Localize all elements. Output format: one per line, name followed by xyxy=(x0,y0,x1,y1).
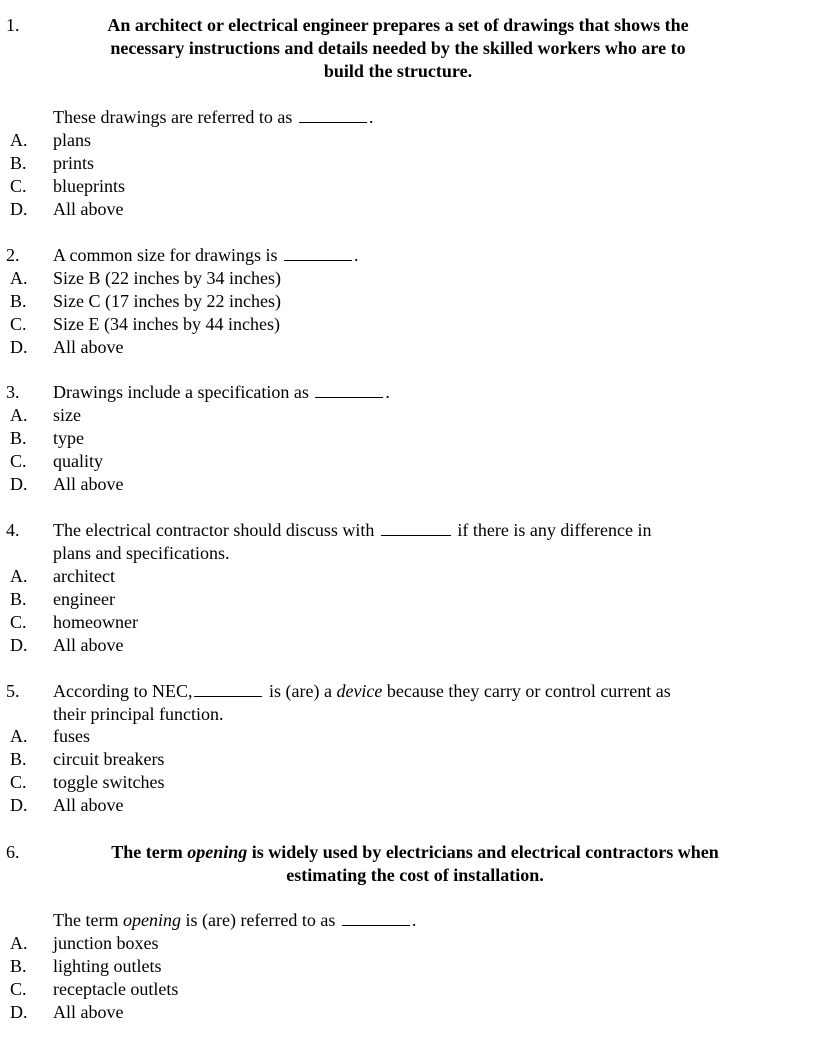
question-stem-continued: their principal function. xyxy=(53,704,224,724)
option-letter: C. xyxy=(10,979,27,999)
question-stem: Drawings include a specification as . xyxy=(53,382,390,402)
option-letter: B. xyxy=(10,749,27,769)
option-letter: A. xyxy=(10,933,28,953)
option-letter: D. xyxy=(10,635,28,655)
answer-blank xyxy=(299,107,367,123)
question-stem: These drawings are referred to as . xyxy=(53,107,374,127)
question-number: 6. xyxy=(6,842,20,862)
option-letter: D. xyxy=(10,1002,28,1022)
option-text: All above xyxy=(53,199,124,219)
option-text: Size C (17 inches by 22 inches) xyxy=(53,291,281,311)
question-heading-line: estimating the cost of installation. xyxy=(286,865,544,885)
option-letter: D. xyxy=(10,795,28,815)
answer-blank xyxy=(315,382,383,398)
option-text: All above xyxy=(53,635,124,655)
question-number: 4. xyxy=(6,520,20,540)
option-letter: C. xyxy=(10,451,27,471)
question-stem-continued: plans and specifications. xyxy=(53,543,230,563)
question-heading-line: necessary instructions and details needed by the skilled workers who are to xyxy=(110,38,686,58)
question-stem: The term opening is (are) referred to as . xyxy=(53,910,417,930)
option-letter: D. xyxy=(10,337,28,357)
option-letter: B. xyxy=(10,428,27,448)
option-letter: B. xyxy=(10,153,27,173)
question-number: 3. xyxy=(6,382,20,402)
option-text: type xyxy=(53,428,84,448)
answer-blank xyxy=(284,245,352,261)
option-text: quality xyxy=(53,451,103,471)
option-letter: A. xyxy=(10,405,28,425)
question-stem: According to NEC, is (are) a device because they carry or control current as xyxy=(53,681,671,701)
question-number: 1. xyxy=(6,15,20,35)
option-text: architect xyxy=(53,566,115,586)
option-text: blueprints xyxy=(53,176,125,196)
option-text: Size E (34 inches by 44 inches) xyxy=(53,314,280,334)
question-heading-line: build the structure. xyxy=(323,61,473,81)
option-letter: A. xyxy=(10,566,28,586)
option-letter: C. xyxy=(10,772,27,792)
question-stem: The electrical contractor should discuss with if there is any difference in xyxy=(53,520,652,540)
answer-blank xyxy=(194,681,262,697)
option-letter: A. xyxy=(10,130,28,150)
option-text: prints xyxy=(53,153,95,173)
option-letter: C. xyxy=(10,612,27,632)
option-text: All above xyxy=(53,474,124,494)
question-number: 5. xyxy=(6,681,20,701)
option-letter: D. xyxy=(10,474,28,494)
option-text: junction boxes xyxy=(53,933,159,953)
option-letter: A. xyxy=(10,726,28,746)
option-letter: C. xyxy=(10,314,27,334)
option-text: homeowner xyxy=(53,612,138,632)
option-text: Size B (22 inches by 34 inches) xyxy=(53,268,281,288)
answer-blank xyxy=(381,520,451,536)
option-text: receptacle outlets xyxy=(53,979,179,999)
question-heading-line: An architect or electrical engineer prepares a set of drawings that shows the xyxy=(107,15,689,35)
option-text: circuit breakers xyxy=(53,749,165,769)
option-letter: B. xyxy=(10,291,27,311)
question-stem: A common size for drawings is . xyxy=(53,245,359,265)
option-letter: C. xyxy=(10,176,27,196)
option-text: toggle switches xyxy=(53,772,165,792)
answer-blank xyxy=(342,910,410,926)
option-letter: B. xyxy=(10,956,27,976)
option-text: engineer xyxy=(53,589,115,609)
option-text: fuses xyxy=(53,726,90,746)
option-text: All above xyxy=(53,337,124,357)
option-text: plans xyxy=(53,130,91,150)
option-text: lighting outlets xyxy=(53,956,162,976)
question-heading-line: The term opening is widely used by electricians and electrical contractors when xyxy=(111,842,719,862)
question-number: 2. xyxy=(6,245,20,265)
option-letter: B. xyxy=(10,589,27,609)
option-letter: D. xyxy=(10,199,28,219)
option-text: size xyxy=(53,405,81,425)
option-letter: A. xyxy=(10,268,28,288)
option-text: All above xyxy=(53,1002,124,1022)
option-text: All above xyxy=(53,795,124,815)
